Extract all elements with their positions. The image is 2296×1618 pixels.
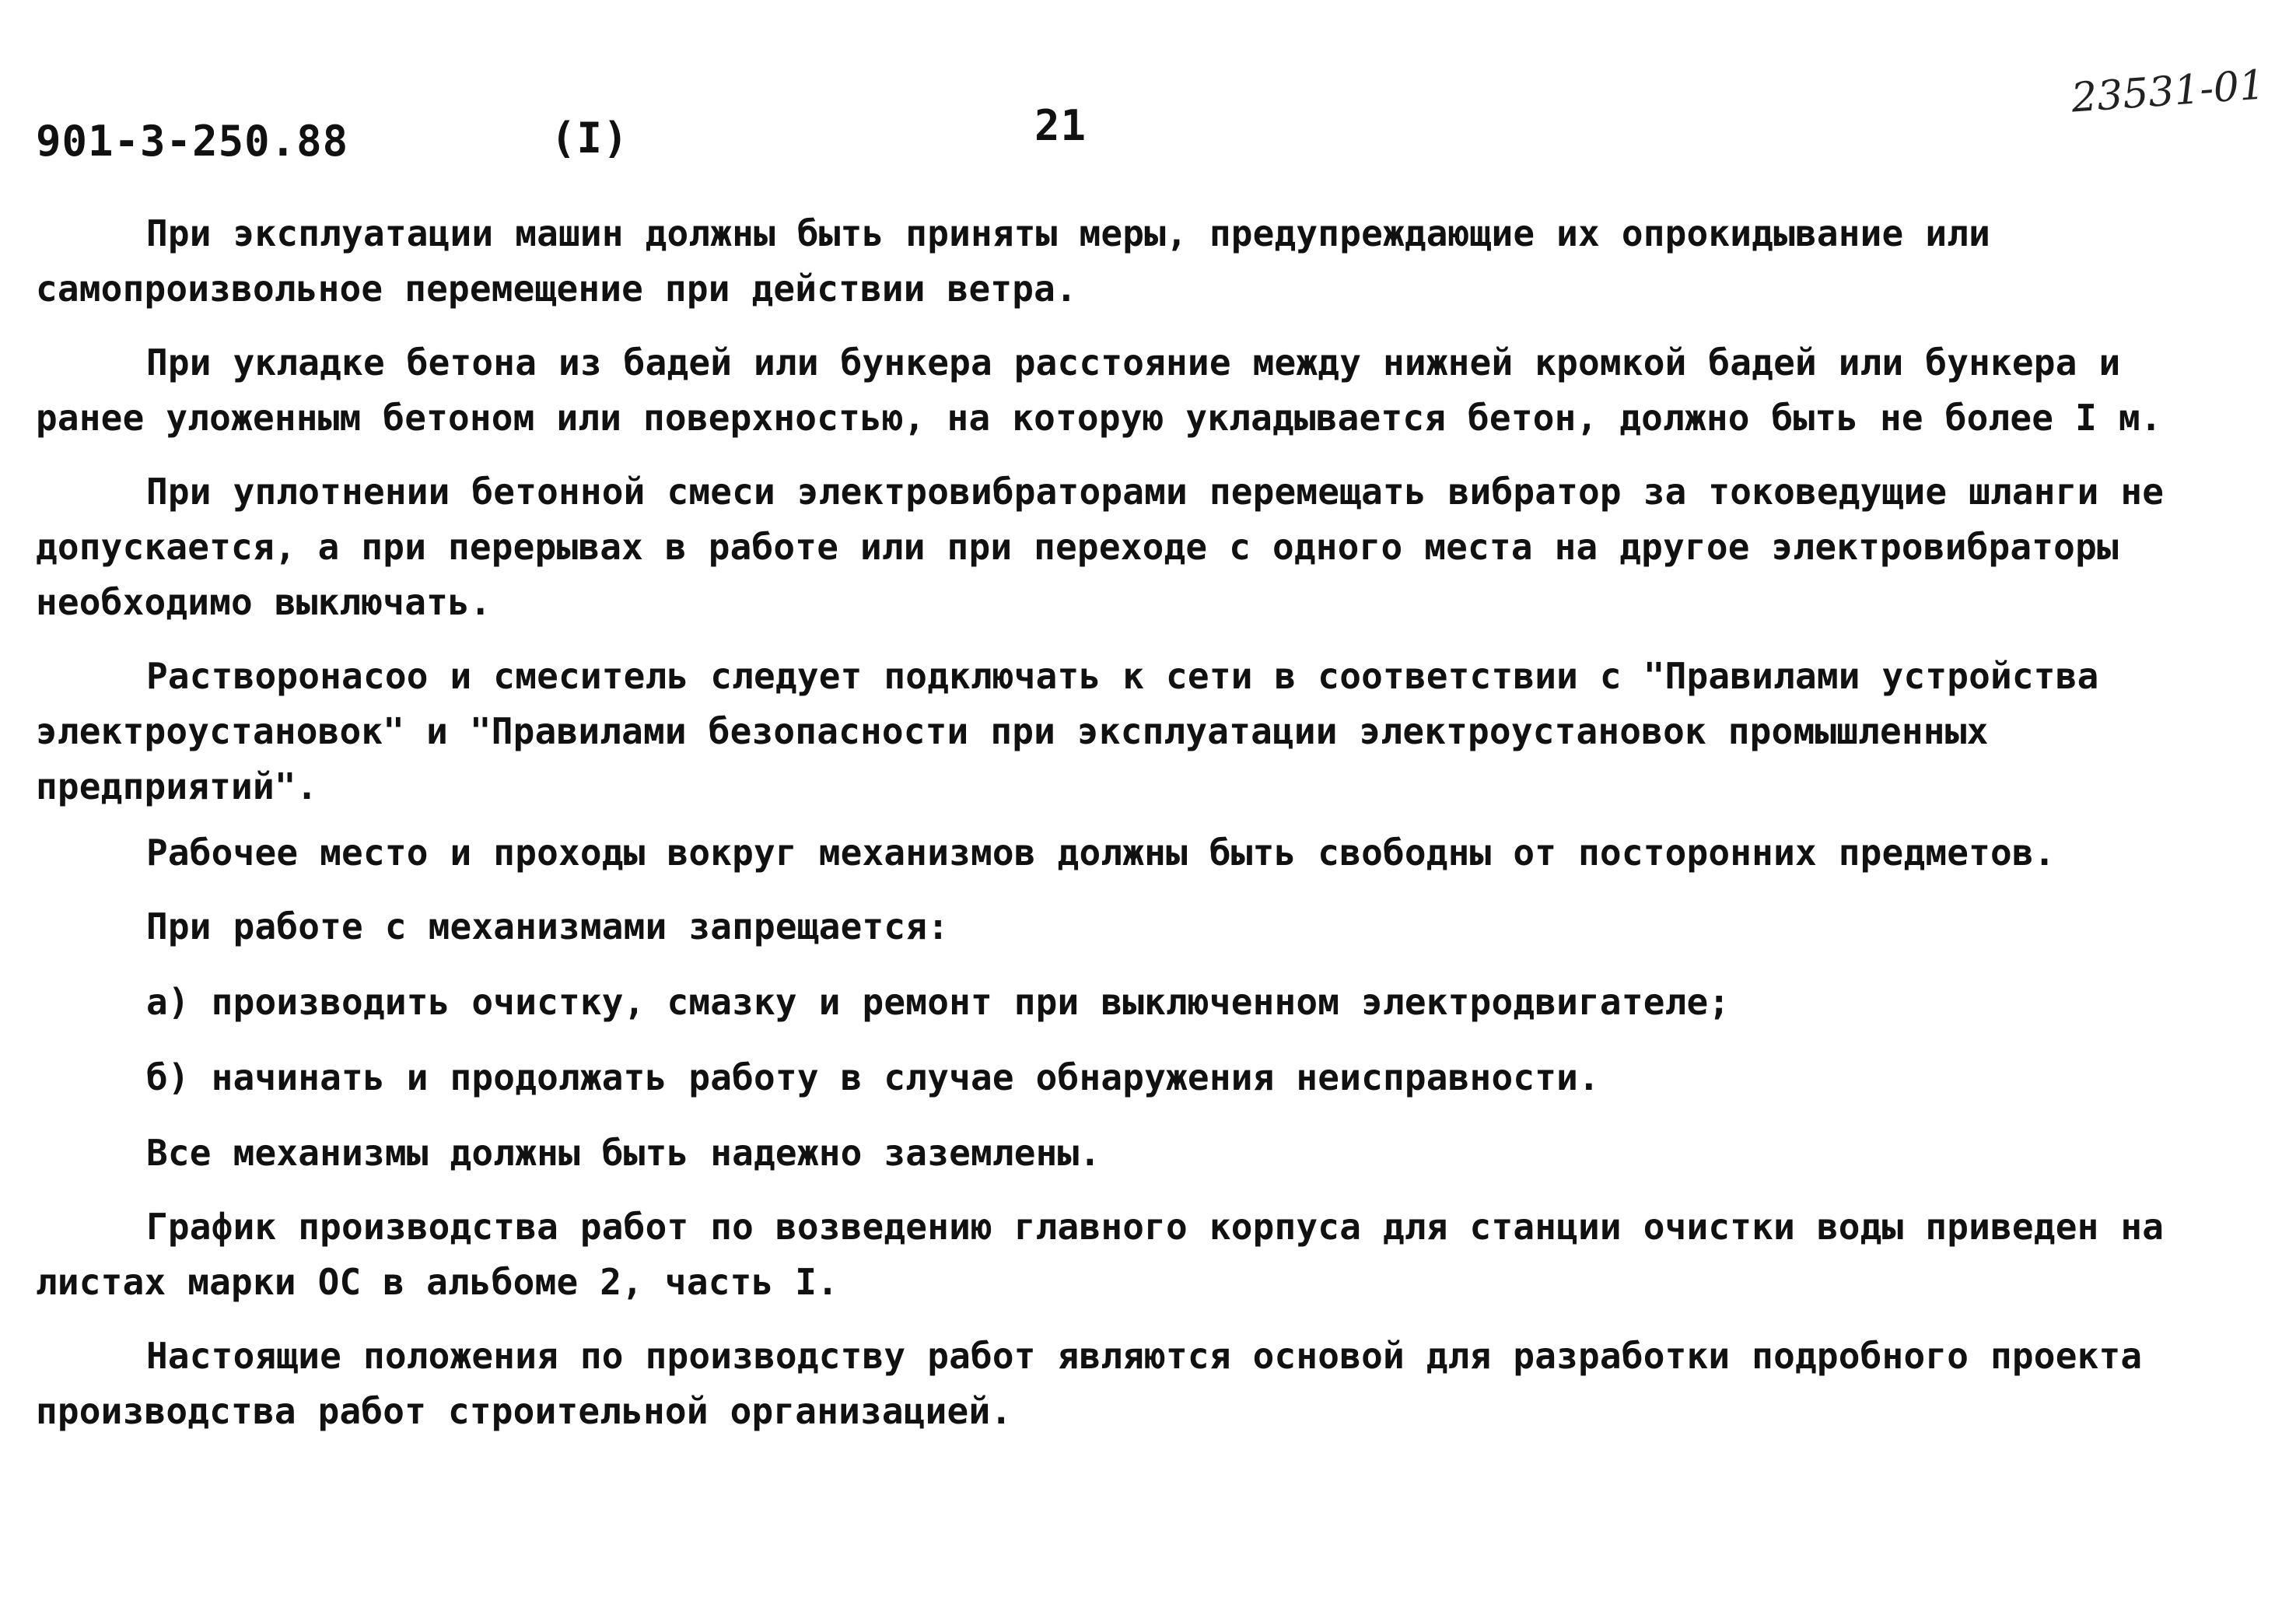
handwritten-inventory-number: 23531-01	[2070, 61, 2266, 122]
document-body	[36, 206, 2245, 1458]
paragraph-prohibited-intro: При работе с механизмами запрещается:	[146, 905, 950, 947]
list-item-b: б) начинать и продолжать работу в случае обнаружения неисправности.	[146, 1056, 1600, 1098]
page-number: 21	[1034, 101, 1087, 150]
document-code: 901-3-250.88	[36, 117, 349, 166]
paragraph-vibrator-rules: При уплотнении бетонной смеси электровибраторами перемещать вибратор за токоведущие шланги не допускается, а при перерывах в работе или при переходе с одного места на другое электровибраторы необходимо выключать.	[36, 471, 2165, 623]
paragraph-workplace-clear: Рабочее место и проходы вокруг механизмов должны быть свободны от посторонних предметов.	[146, 832, 2056, 874]
paragraph-concrete-placement: При укладке бетона из бадей или бункера расстояние между нижней кромкой бадей или бункера и ранее уложенным бетоном или поверхностью, на которую укладывается бетон, должно быть не более I м.	[36, 341, 2162, 439]
paragraph-wind-safety: При эксплуатации машин должны быть приняты меры, предупреждающие их опрокидывание или самопроизвольное перемещение при действии ветра.	[36, 212, 1991, 310]
paragraph-schedule-reference: График производства работ по возведению главного корпуса для станции очистки воды приведен на листах марки ОС в альбоме 2, часть I.	[36, 1206, 2165, 1303]
paragraph-grounding: Все механизмы должны быть надежно заземлены.	[146, 1132, 1101, 1174]
part-mark: (I)	[551, 114, 629, 163]
paragraph-electrical-connection: Растворонасоо и смеситель следует подключать к сети в соответствии с "Правилами устройства электроустановок" и "Правилами безопасности при эксплуатации электроустановок промышленных предприятий".	[36, 655, 2099, 807]
paragraph-project-basis: Настоящие положения по производству работ являются основой для разработки подробного проекта производства работ строительной организацией.	[36, 1335, 2143, 1432]
list-item-a: а) производить очистку, смазку и ремонт при выключенном электродвигателе;	[146, 981, 1731, 1023]
